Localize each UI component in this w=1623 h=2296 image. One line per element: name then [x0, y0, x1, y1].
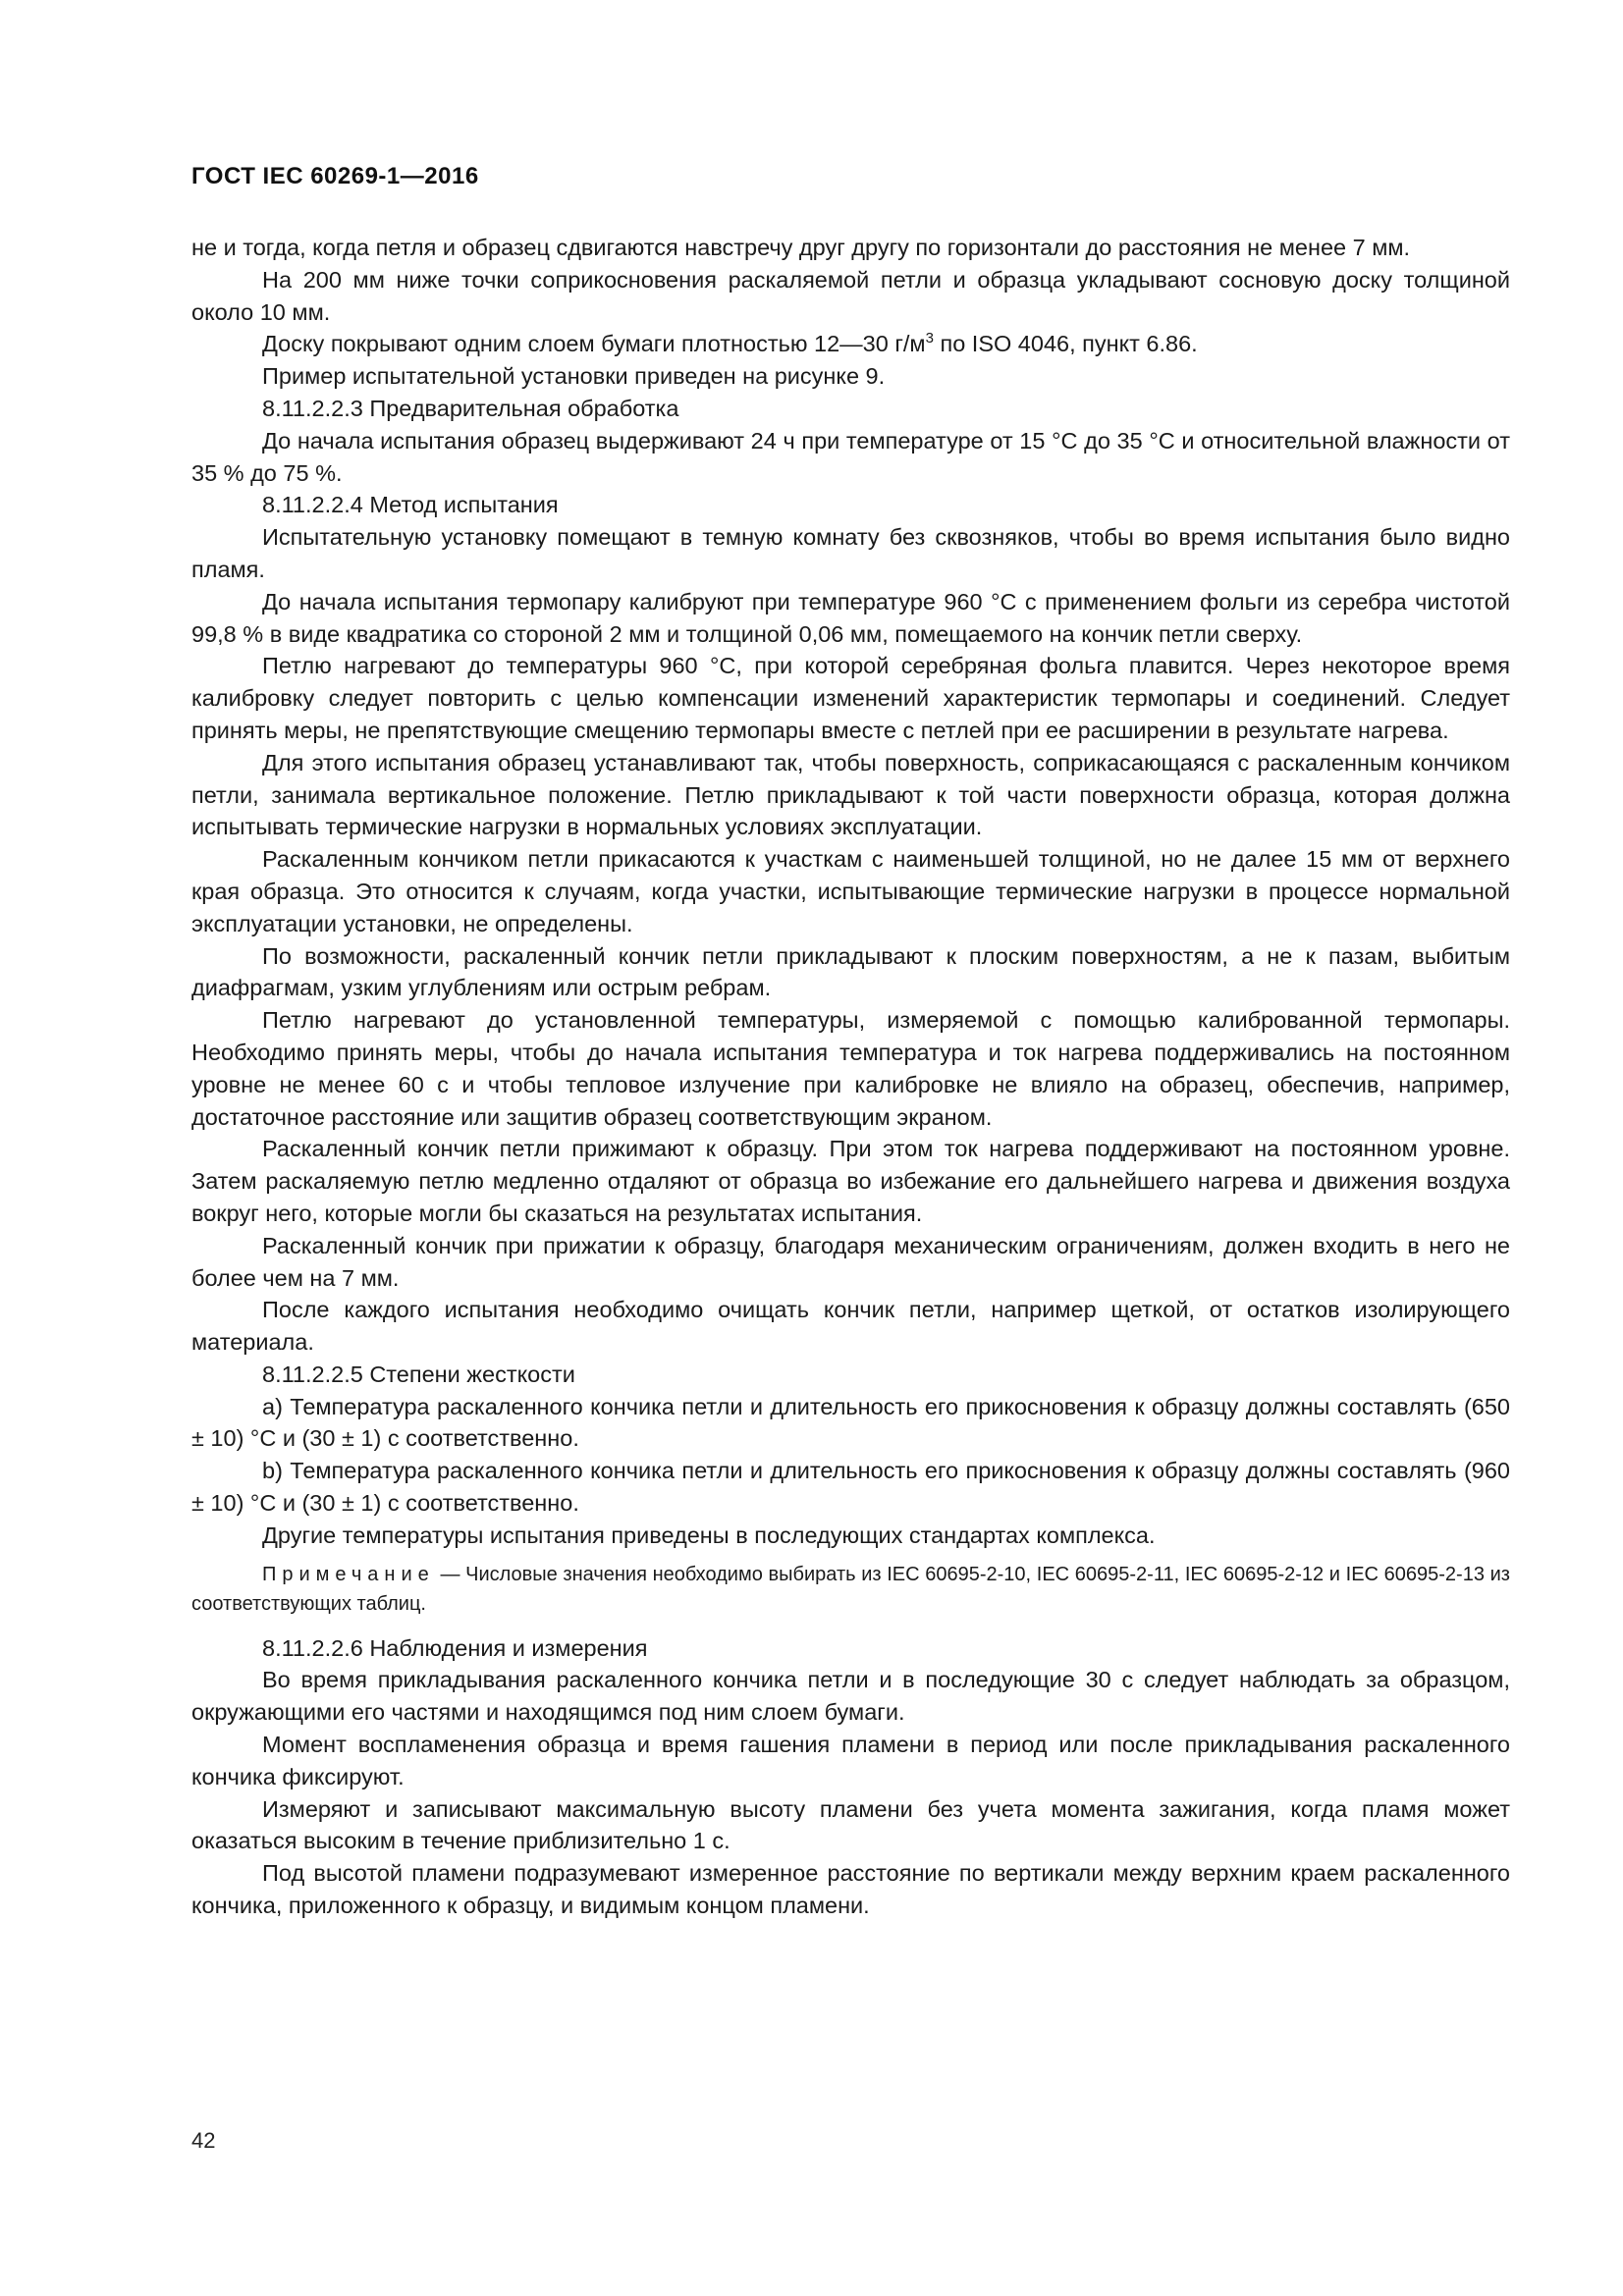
- note-label: Примечание: [262, 1563, 435, 1585]
- paragraph: Для этого испытания образец устанавливают так, чтобы поверхность, соприкасающаяся с раскаленным кончиком петли, занимала вертикальное положение. Петлю прикладывают к той части поверхности образца, которая должна испытывать термические нагрузки в нормальных условиях эксплуатации.: [191, 749, 1510, 840]
- section-heading: 8.11.2.2.4 Метод испытания: [262, 492, 559, 518]
- paragraph: Под высотой пламени подразумевают измеренное расстояние по вертикали между верхним краем раскаленного кончика, приложенного к образцу, и видимым концом пламени.: [191, 1860, 1510, 1919]
- list-item: a) Температура раскаленного кончика петли и длительность его прикосновения к образцу должны составлять (650 ± 10) °С и (30 ± 1) с соответственно.: [191, 1393, 1510, 1452]
- paragraph: Петлю нагревают до температуры 960 °С, при которой серебряная фольга плавится. Через некоторое время калибровку следует повторить с целью компенсации изменений характеристик термопары и соединений. Следует принять меры, не препятствующие смещению термопары вместе с петлей при ее расширении в результате нагрева.: [191, 653, 1510, 743]
- paragraph: Измеряют и записывают максимальную высоту пламени без учета момента зажигания, когда пламя может оказаться высоким в течение приблизительно 1 с.: [191, 1795, 1510, 1854]
- paragraph: После каждого испытания необходимо очищать кончик петли, например щеткой, от остатков изолирующего материала.: [191, 1297, 1510, 1356]
- paper-text-start: Доску покрывают одним слоем бумаги плотностью 12—30 г/м: [262, 331, 926, 357]
- paragraph: не и тогда, когда петля и образец сдвигаются навстречу друг другу по горизонтали до расстояния не менее 7 мм.: [191, 235, 1411, 260]
- paragraph: Пример испытательной установки приведен на рисунке 9.: [262, 363, 886, 390]
- list-item: b) Температура раскаленного кончика петли и длительность его прикосновения к образцу должны составлять (960 ± 10) °С и (30 ± 1) с соответственно.: [191, 1458, 1510, 1517]
- paragraph: На 200 мм ниже точки соприкосновения раскаляемой петли и образца укладывают сосновую доску толщиной около 10 мм.: [191, 266, 1510, 325]
- paragraph: Раскаленный кончик петли прижимают к образцу. При этом ток нагрева поддерживают на постоянном уровне. Затем раскаляемую петлю медленно отдаляют от образца во избежание его дальнейшего нагрева и движения воздуха вокруг него, которые могли бы сказаться на результатах испытания.: [191, 1136, 1510, 1226]
- document-code-header: ГОСТ IEC 60269-1—2016: [191, 163, 479, 189]
- paragraph: Петлю нагревают до установленной температуры, измеряемой с помощью калиброванной термопары. Необходимо принять меры, чтобы до начала испытания температура и ток нагрева поддерживались на постоянном уровне не менее 60 с и чтобы тепловое излучение при калибровке не влияло на образец, обеспечив, например, достаточное расстояние или защитив образец соответствующим экраном.: [191, 1007, 1510, 1130]
- paragraph: По возможности, раскаленный кончик петли прикладывают к плоским поверхностям, а не к пазам, выбитым диафрагмам, узким углублениям или острым ребрам.: [191, 942, 1510, 1001]
- paragraph: До начала испытания термопару калибруют при температуре 960 °С с применением фольги из серебра чистотой 99,8 % в виде квадратика со стороной 2 мм и толщиной 0,06 мм, помещаемого на кончик петли сверху.: [191, 588, 1510, 647]
- paragraph: Раскаленным кончиком петли прикасаются к участкам с наименьшей толщиной, но не далее 15 мм от верхнего края образца. Это относится к случаям, когда участки, испытывающие термические нагрузки в процессе нормальной эксплуатации установки, не определены.: [191, 846, 1510, 936]
- note-text: Числовые значения необходимо выбирать из IEC 60695-2-10, IEC 60695-2-11, IEC 60695-2-12 и IEC 60695-2-13 из соответствующих таблиц.: [191, 1563, 1510, 1615]
- body-text: [191, 232, 1510, 1922]
- superscript: 3: [925, 330, 934, 347]
- paragraph: Во время прикладывания раскаленного кончика петли и в последующие 30 с следует наблюдать за образцом, окружающими его частями и находящимся под ним слоем бумаги.: [191, 1667, 1510, 1726]
- paper-text-end: по ISO 4046, пункт 6.86.: [933, 331, 1198, 357]
- page-number: 42: [191, 2128, 216, 2153]
- paragraph: Другие температуры испытания приведены в последующих стандартах комплекса.: [262, 1522, 1156, 1548]
- paragraph: Испытательную установку помещают в темную комнату без сквозняков, чтобы во время испытания было видно пламя.: [191, 524, 1510, 582]
- paragraph: Раскаленный кончик при прижатии к образцу, благодаря механическим ограничениям, должен входить в него не более чем на 7 мм.: [191, 1232, 1510, 1291]
- paragraph-paper-density: [191, 328, 1510, 360]
- note-dash: —: [434, 1563, 466, 1585]
- section-heading: 8.11.2.2.6 Наблюдения и измерения: [262, 1634, 648, 1661]
- paragraph: До начала испытания образец выдерживают 24 ч при температуре от 15 °С до 35 °С и относительной влажности от 35 % до 75 %.: [191, 427, 1510, 486]
- section-heading: 8.11.2.2.5 Степени жесткости: [262, 1361, 575, 1387]
- paragraph: Момент воспламенения образца и время гашения пламени в период или после прикладывания раскаленного кончика фиксируют.: [191, 1732, 1510, 1789]
- note: [191, 1560, 1510, 1619]
- section-heading: 8.11.2.2.3 Предварительная обработка: [262, 395, 679, 421]
